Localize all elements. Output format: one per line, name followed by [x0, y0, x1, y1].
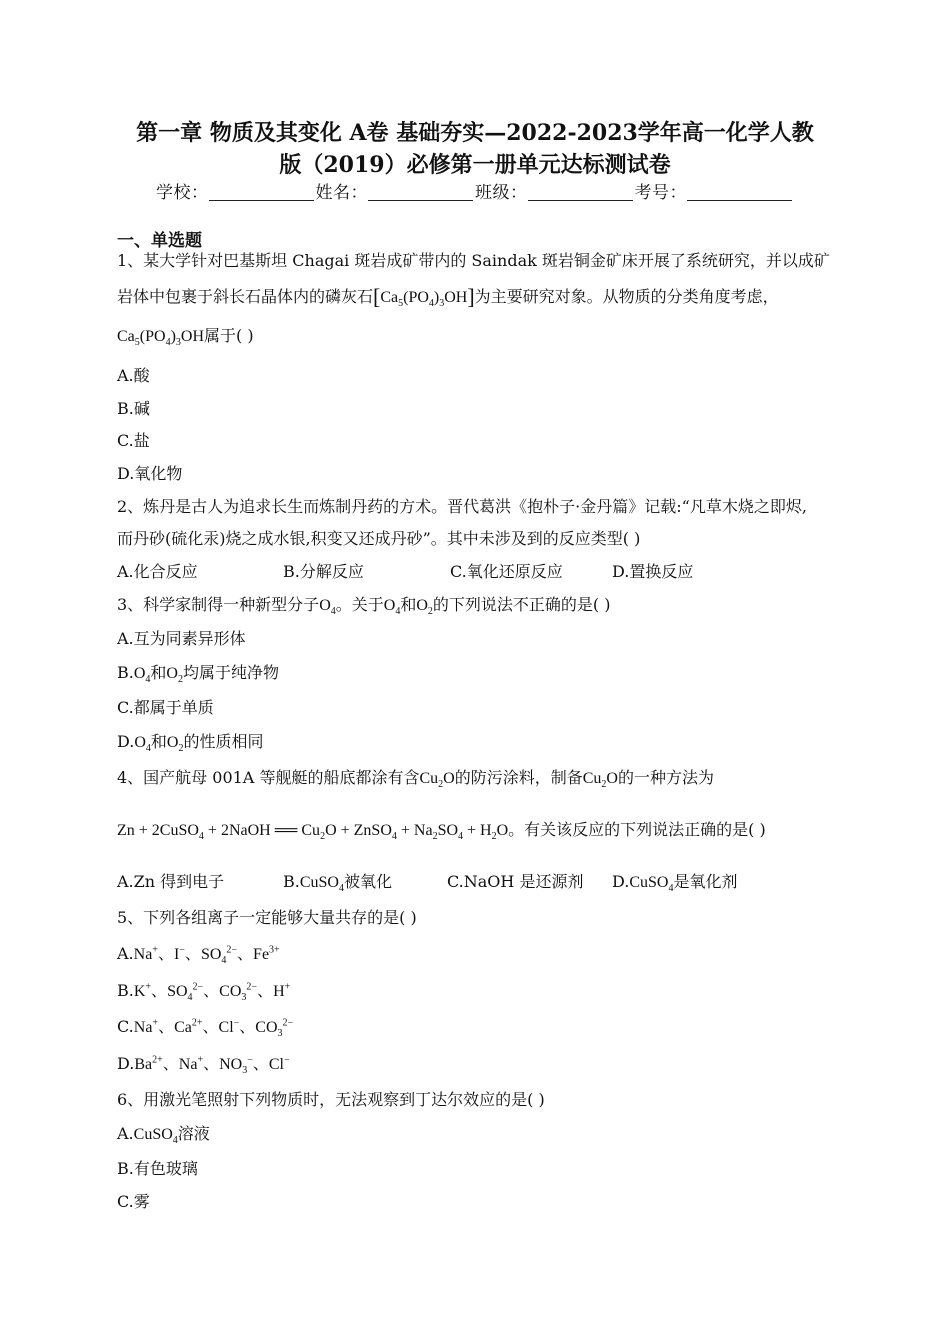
- class-label: 班级：: [475, 183, 528, 203]
- q4-text-a2: 的防污涂料，制备: [454, 768, 583, 787]
- cuso4-formula: CuSO$_4$: [629, 874, 674, 895]
- q3-option-c[interactable]: C.都属于单质: [117, 698, 214, 717]
- section-title: 一、单选题: [117, 231, 202, 251]
- q6-line1: 6、用激光笔照射下列物质时，无法观察到丁达尔效应的是( ): [117, 1090, 545, 1109]
- q6-option-a-text: 溶液: [177, 1124, 210, 1143]
- q4-line1: [117, 767, 714, 790]
- q1-option-b[interactable]: B.碱: [117, 399, 150, 418]
- o4-formula: $O_4$: [134, 734, 151, 755]
- q1-line3: [117, 325, 254, 348]
- q3-option-a[interactable]: A.互为同素异形体: [117, 629, 246, 648]
- q4-option-b-text: 被氧化: [343, 872, 392, 891]
- school-blank[interactable]: [209, 182, 314, 201]
- q3-text-a1: 3、科学家制得一种新型分子: [117, 595, 320, 614]
- q4-option-d-label: D.: [612, 872, 630, 891]
- q6-option-b[interactable]: B.有色玻璃: [117, 1159, 198, 1178]
- school-label: 学校：: [156, 183, 209, 203]
- q6-option-a[interactable]: [117, 1123, 210, 1146]
- q4-option-d[interactable]: [612, 871, 737, 894]
- q1-text-c: 为主要研究对象。从物质的分类角度考虑，: [474, 287, 779, 306]
- cuso4-formula: CuSO$_4$: [133, 1126, 178, 1147]
- q5-option-a-label: A.: [117, 944, 134, 963]
- q3-text-a4: 的下列说法不正确的是( ): [432, 595, 611, 614]
- q4-text-a3: 的一种方法为: [617, 768, 714, 787]
- q5-option-c[interactable]: [117, 1016, 293, 1039]
- exam-title-line2: 版（2019）必修第一册单元达标测试卷: [279, 152, 671, 178]
- q1-option-a[interactable]: A.酸: [117, 366, 150, 385]
- reaction-equation: Zn + 2CuSO$_4$ + 2NaOH ══ $Cu_2O$ + ZnSO$_4$ + $Na_2SO_4 + H_2O$: [117, 822, 509, 843]
- o4-formula: $O_4$: [383, 597, 401, 618]
- apatite-formula: $[Ca_5(PO_4)_3OH]$: [373, 284, 475, 310]
- q4-line2: [117, 819, 766, 842]
- q3-option-d[interactable]: [117, 731, 264, 754]
- q1-option-d[interactable]: D.氧化物: [117, 464, 183, 483]
- q6-option-c[interactable]: C.雾: [117, 1192, 150, 1211]
- q5-option-b[interactable]: [117, 980, 290, 1003]
- q2-option-d[interactable]: D.置换反应: [612, 562, 694, 581]
- q1-line2: [117, 286, 779, 309]
- q1-option-c[interactable]: C.盐: [117, 431, 150, 450]
- cu2o-formula: $Cu_2O$: [582, 770, 618, 791]
- ion-list: K+、$SO_4^{2-}$、$CO_3^{2-}$、H+: [133, 981, 291, 1004]
- q5-option-b-label: B.: [117, 981, 134, 1000]
- o4-formula: $O_4$: [319, 597, 336, 618]
- q1-text-d: 属于( ): [204, 326, 254, 345]
- name-label: 姓名：: [315, 183, 368, 203]
- q5-option-d-label: D.: [117, 1054, 135, 1073]
- q2-option-b[interactable]: B.分解反应: [283, 562, 364, 581]
- exam-title-line1: 第一章 物质及其变化 A卷 基础夯实—2022-2023学年高一化学人教: [136, 120, 814, 146]
- q3-text-a3: 和: [400, 595, 417, 614]
- q4-option-c[interactable]: C.NaOH 是还源剂: [447, 872, 584, 891]
- apatite-formula-2: $Ca_5(PO_4)_3OH$: [117, 328, 204, 349]
- q3-option-b-label: B.: [117, 663, 134, 682]
- q2-option-a[interactable]: A.化合反应: [117, 562, 198, 581]
- ion-list: Na+、I−、$SO_4^{2-}$、$Fe^{3+}$: [133, 944, 280, 967]
- q4-option-b-label: B.: [283, 872, 300, 891]
- q5-option-a[interactable]: [117, 943, 280, 966]
- o2-formula: $O_2$: [416, 597, 433, 618]
- o2-formula: $O_2$: [166, 734, 184, 755]
- q3-line1: [117, 594, 610, 617]
- q3-option-d-label: D.: [117, 732, 135, 751]
- q5-option-d[interactable]: [117, 1053, 290, 1076]
- q3-option-d-text: 的性质相同: [183, 732, 264, 751]
- ion-list: Na+、$Ca^{2+}$、Cl−、$CO_3^{2-}$: [133, 1017, 294, 1040]
- student-info-row: [0, 182, 950, 204]
- cu2o-formula: $Cu_2O$: [419, 770, 455, 791]
- q2-line2: 而丹砂(硫化汞)烧之成水银,积变又还成丹砂”。其中未涉及到的反应类型( ): [117, 529, 641, 548]
- q4-text-a1: 4、国产航母 001A 等舰艇的船底都涂有含: [117, 768, 420, 787]
- q1-line1: 1、某大学针对巴基斯坦 Chagai 斑岩成矿带内的 Saindak 斑岩铜金矿床开展了系统研究，并以成矿: [117, 251, 830, 270]
- o2-formula: $O_2$: [166, 665, 183, 686]
- q4-text-b: 。有关该反应的下列说法正确的是( ): [508, 820, 766, 839]
- q3-option-b-text: 均属于纯净物: [182, 663, 279, 682]
- ion-list: $Ba^{2+}$、Na+、$NO_3^-$、Cl−: [134, 1054, 290, 1077]
- cuso4-formula: CuSO$_4$: [299, 874, 344, 895]
- q4-option-d-text: 是氧化剂: [673, 872, 738, 891]
- exam-number-label: 考号：: [634, 183, 687, 203]
- class-blank[interactable]: [528, 182, 633, 201]
- q3-option-d-and: 和: [150, 732, 167, 751]
- q1-text-b: 岩体中包裹于斜长石晶体内的磷灰石: [117, 287, 374, 306]
- q3-text-a2: 。关于: [335, 595, 384, 614]
- q3-option-b-and: 和: [150, 663, 167, 682]
- q5-option-c-label: C.: [117, 1017, 134, 1036]
- exam-number-blank[interactable]: [687, 182, 792, 201]
- q4-option-b[interactable]: [283, 871, 392, 894]
- q4-option-a[interactable]: A.Zn 得到电子: [117, 872, 225, 891]
- q2-option-c[interactable]: C.氧化还原反应: [450, 562, 563, 581]
- q6-option-a-label: A.: [117, 1124, 134, 1143]
- o4-formula: $O_4$: [133, 665, 151, 686]
- q3-option-b[interactable]: [117, 662, 279, 685]
- q5-line1: 5、下列各组离子一定能够大量共存的是( ): [117, 908, 417, 927]
- name-blank[interactable]: [368, 182, 473, 201]
- q2-line1: 2、炼丹是古人为追求长生而炼制丹药的方术。晋代葛洪《抱朴子·金丹篇》记载:“凡草木烧之即烬,: [117, 497, 807, 516]
